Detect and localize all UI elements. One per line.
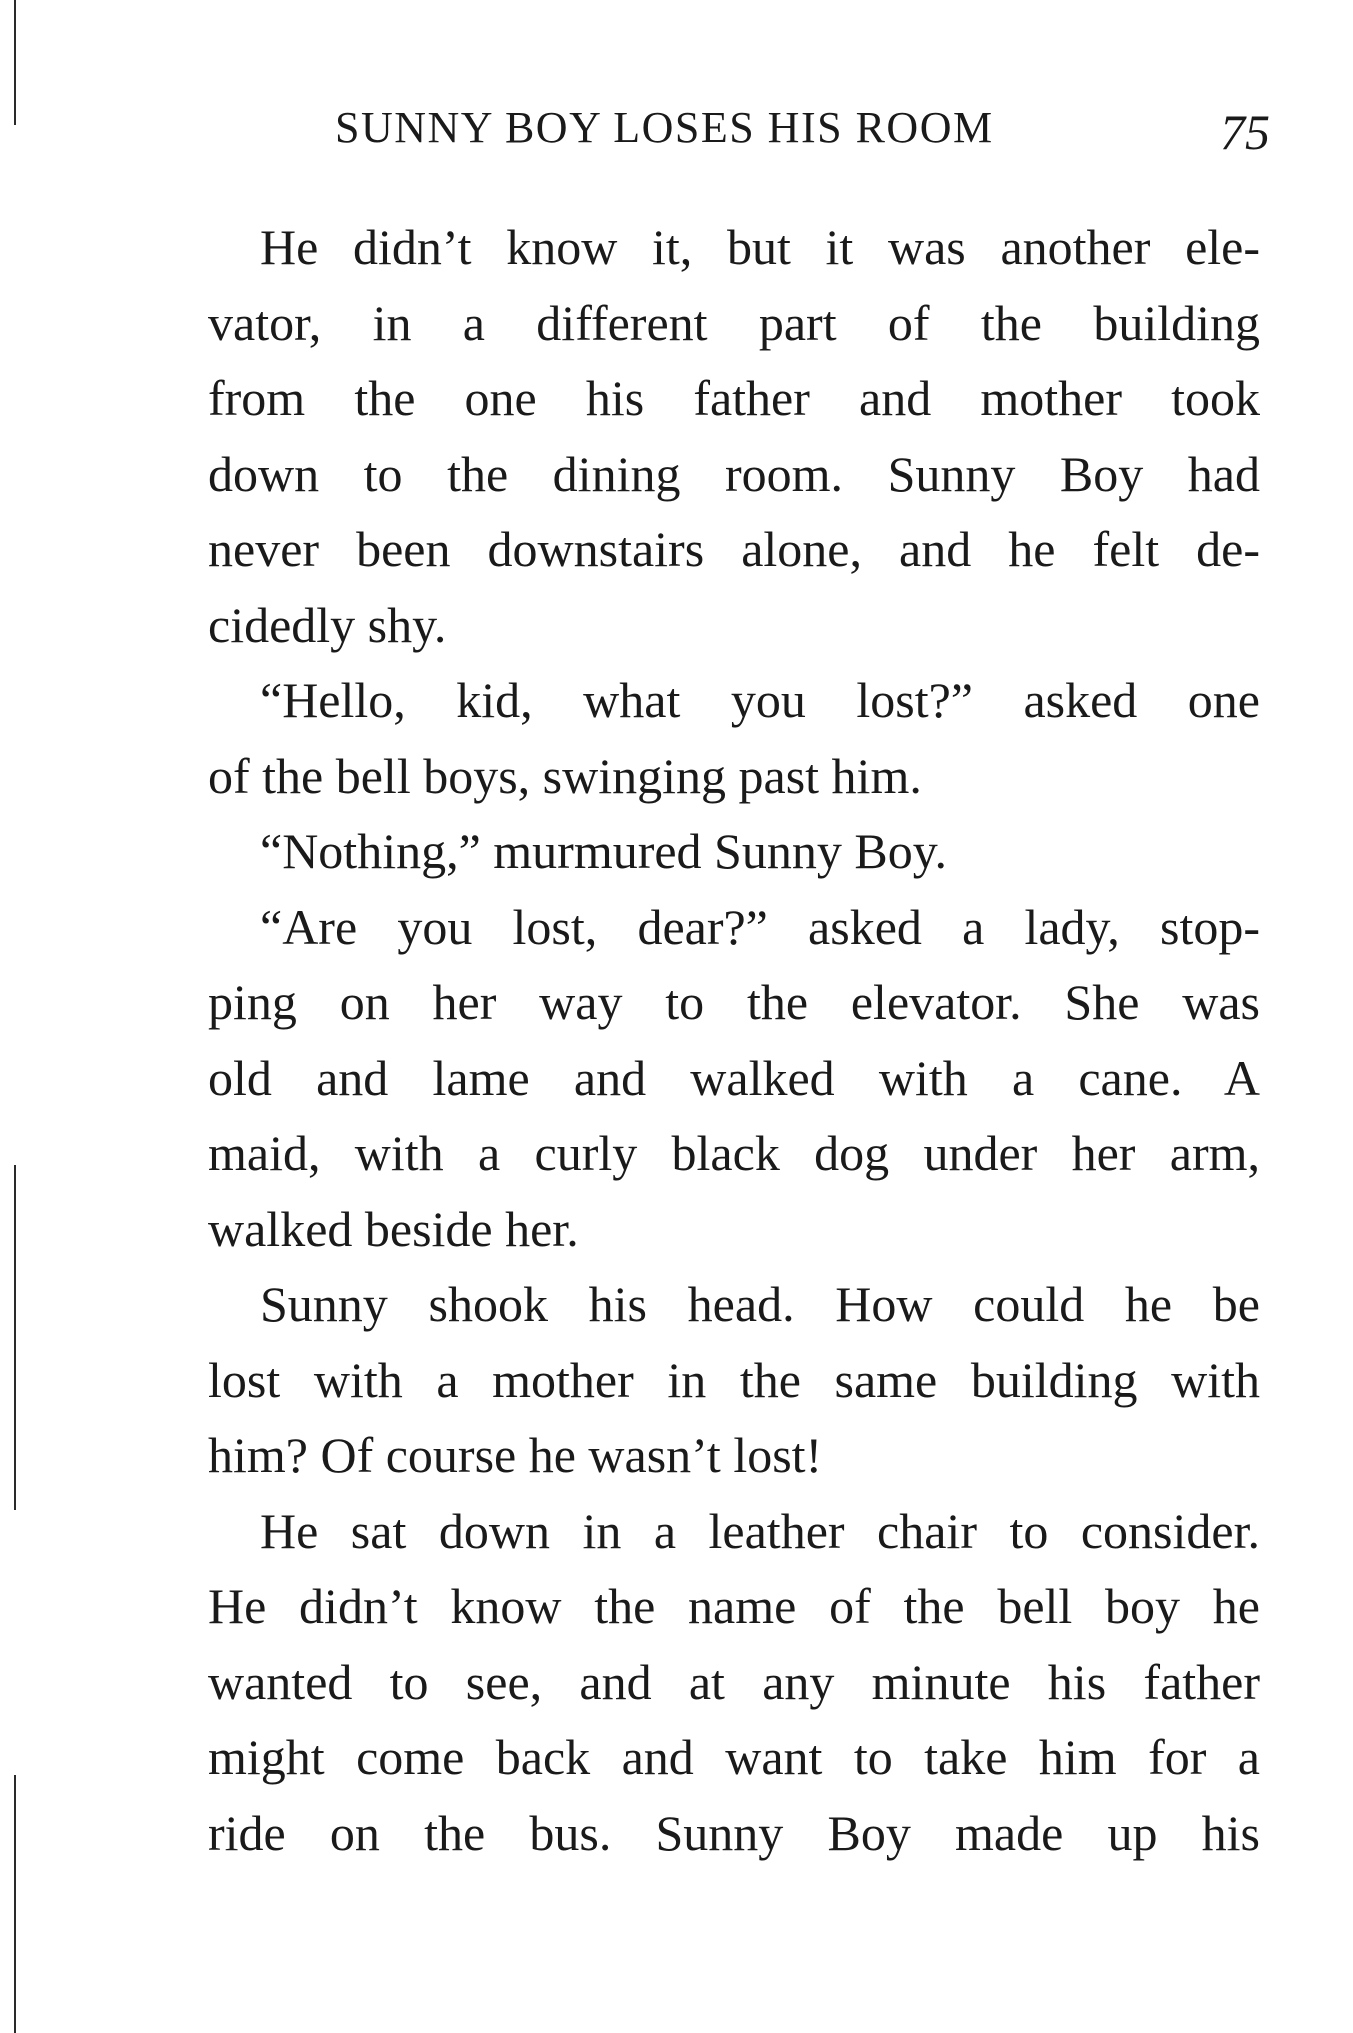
text-line: cidedly shy. [208,596,447,653]
running-title: SUNNY BOY LOSES HIS ROOM [335,103,994,152]
text-line: might come back and want to take him for a [208,1729,1260,1785]
text-line: him? Of course he wasn’t lost! [208,1427,823,1483]
text-line: “Hello, kid, what you lost?” asked one [260,672,1260,728]
text-line: from the one his father and mother took [208,370,1260,426]
text-line: “Nothing,” murmured Sunny Boy. [260,823,947,879]
text-line: wanted to see, and at any minute his father [208,1653,1260,1710]
text-line: Sunny shook his head. How could he be [260,1276,1260,1332]
text-line: maid, with a curly black dog under her arm, [208,1125,1260,1181]
text-line: He didn’t know it, but it was another ele- [260,219,1260,275]
body-text [208,210,1260,1871]
text-line: never been downstairs alone, and he felt de- [208,521,1260,577]
text-line: He sat down in a leather chair to consider. [260,1502,1260,1559]
text-line: walked beside her. [208,1200,579,1257]
text-line: He didn’t know the name of the bell boy he [208,1578,1260,1634]
text-line: lost with a mother in the same building with [208,1351,1260,1408]
text-line: down to the dining room. Sunny Boy had [208,445,1260,502]
scan-edge-line [14,1775,16,2033]
running-head [335,98,1270,158]
text-line: of the bell boys, swinging past him. [208,747,922,804]
text-line: ride on the bus. Sunny Boy made up his [208,1804,1260,1861]
page-number: 75 [1220,104,1270,160]
scan-edge-line [14,0,16,125]
scan-edge-line [14,1165,16,1510]
text-line: vator, in a different part of the building [208,294,1260,351]
text-line: “Are you lost, dear?” asked a lady, stop- [260,898,1260,955]
text-line: ping on her way to the elevator. She was [208,974,1260,1030]
text-line: old and lame and walked with a cane. A [208,1049,1260,1106]
